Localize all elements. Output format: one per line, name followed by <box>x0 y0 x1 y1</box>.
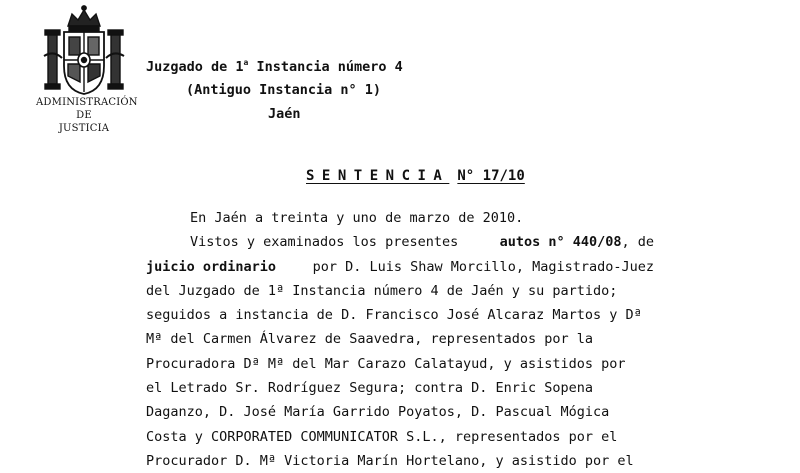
emblem-caption-line: DE <box>76 110 92 121</box>
body-line: Costa y CORPORATED COMMUNICATOR S.L., representados por el <box>146 428 618 445</box>
court-name-prefix: Juzgado de 1 <box>146 59 244 75</box>
spanish-coat-of-arms-icon <box>42 4 126 96</box>
body-line <box>146 230 654 254</box>
court-name-superscript: a <box>243 58 249 67</box>
document-title <box>306 168 525 184</box>
document-body <box>146 206 654 473</box>
body-line: del Juzgado de 1ª Instancia número 4 de Jaén y su partido; <box>146 282 618 299</box>
body-line: seguidos a instancia de D. Francisco José Alcaraz Martos y Dª <box>146 307 642 324</box>
court-name-suffix: Instancia número 4 <box>248 59 403 75</box>
title-word: SENTENCIA <box>306 168 450 184</box>
body-text: por D. Luis Shaw Morcillo, Magistrado-Juez <box>312 258 654 275</box>
body-line: En Jaén a treinta y uno de marzo de 2010. <box>190 210 524 226</box>
emblem-caption <box>36 96 138 135</box>
body-line: Mª del Carmen Álvarez de Saavedra, representados por la <box>146 331 594 348</box>
emblem-caption-line: JUSTICIA <box>58 123 110 134</box>
case-number: autos n° 440/08 <box>499 234 622 251</box>
body-line: Procuradora Dª Mª del Mar Carazo Calatayud, y asistidos por <box>146 355 626 372</box>
body-line: Procurador D. Mª Victoria Marín Hortelano, y asistido por el <box>146 452 634 469</box>
court-city: Jaén <box>268 106 301 122</box>
body-line: el Letrado Sr. Rodríguez Segura; contra D. Enric Sopena <box>146 380 594 397</box>
court-name <box>146 58 403 75</box>
emblem-caption-line: ADMINISTRACIÓN <box>36 97 138 108</box>
sentence-number: N° 17/10 <box>457 168 525 184</box>
body-text: , de <box>621 234 654 251</box>
procedure-type: juicio ordinario <box>146 258 277 275</box>
body-text: Vistos y examinados los presentes <box>190 234 459 251</box>
body-line: Daganzo, D. José María Garrido Poyatos, D. Pascual Mógica <box>146 404 610 421</box>
court-former-name: (Antiguo Instancia n° 1) <box>186 82 382 98</box>
body-line <box>146 255 654 279</box>
